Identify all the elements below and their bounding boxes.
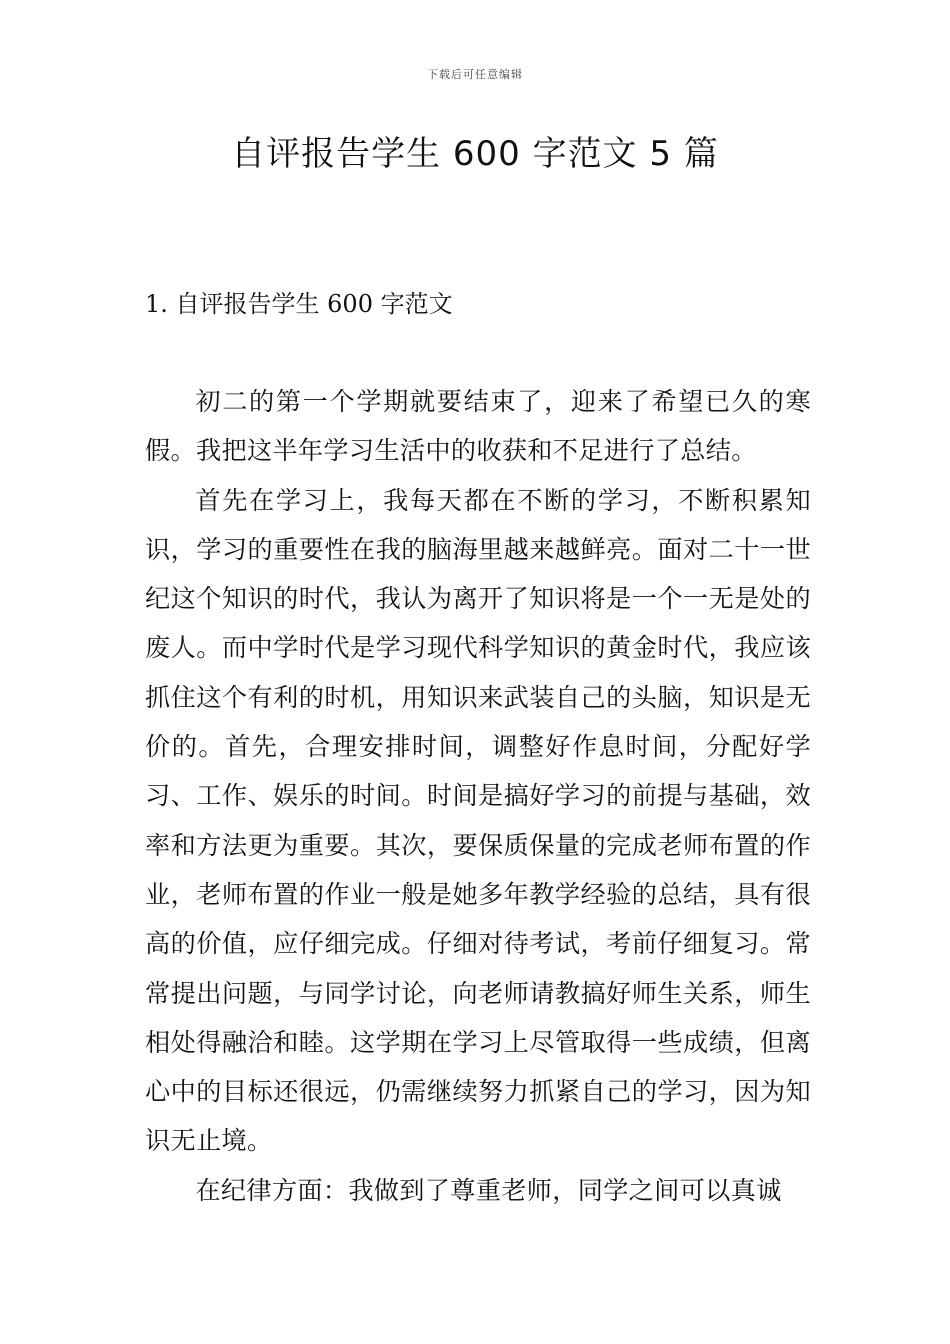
- paragraph: 首先在学习上，我每天都在不断的学习，不断积累知识，学习的重要性在我的脑海里越来越鲜亮。面对二十一世纪这个知识的时代，我认为离开了知识将是一个一无是处的废人。而中学时代是学习现代科学知识的黄金时代，我应该抓住这个有利的时机，用知识来武装自己的头脑，知识是无价的。首先，合理安排时间，调整好作息时间，分配好学习、工作、娱乐的时间。时间是搞好学习的前提与基础，效率和方法更为重要。其次，要保质保量的完成老师布置的作业，老师布置的作业一般是她多年教学经验的总结，具有很高的价值，应仔细完成。仔细对待考试，考前仔细复习。常常提出问题，与同学讨论，向老师请教搞好师生关系，师生相处得融洽和睦。这学期在学习上尽管取得一些成绩，但离心中的目标还很远，仍需继续努力抓紧自己的学习，因为知识无止境。: [145, 485, 811, 1156]
- paragraph: 在纪律方面：我做到了尊重老师，同学之间可以真诚: [195, 1175, 782, 1205]
- section-heading: 1. 自评报告学生 600 字范文: [145, 290, 453, 318]
- page-header-note: 下载后可任意编辑: [427, 68, 523, 81]
- document-body: [145, 377, 811, 1215]
- document-title: 自评报告学生 600 字范文 5 篇: [231, 134, 719, 174]
- paragraph: 初二的第一个学期就要结束了，迎来了希望已久的寒假。我把这半年学习生活中的收获和不足进行了总结。: [145, 387, 811, 466]
